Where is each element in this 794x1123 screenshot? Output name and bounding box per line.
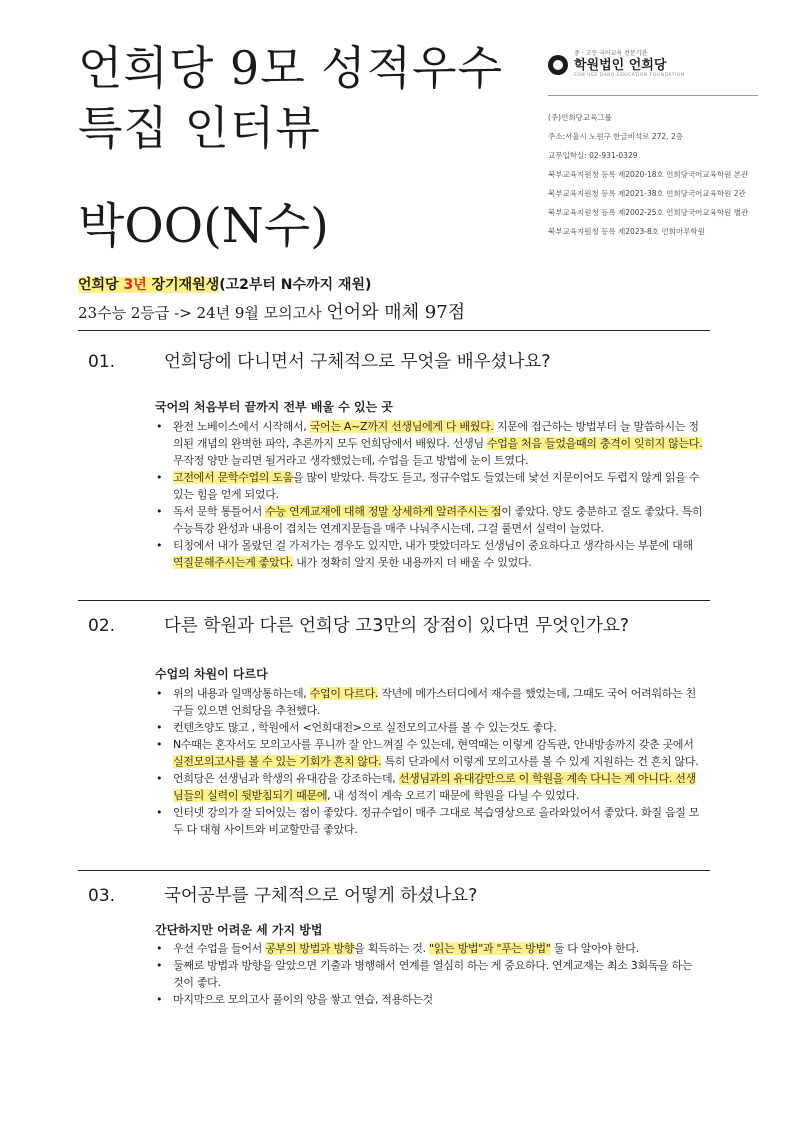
answer-list <box>155 685 703 838</box>
bullet-text: 작년에 메가스터디에서 재수를 했었는데, 그때도 국어 어려워하는 친구들 있으면 언희당을 추천했다. <box>173 687 696 717</box>
logo-name: 학원법인 언희당 <box>574 58 667 73</box>
question-text: 다른 학원과 다른 언희당 고3만의 장점이 있다면 무엇인가요? <box>164 616 630 636</box>
bullet-text: 컨텐츠양도 많고 , 학원에서 <언희대전>으로 실전모의고사를 볼 수 있는것도 좋다. <box>173 721 557 734</box>
answer-list <box>155 418 703 571</box>
bullet-text: 지문에 접근하는 방법부터 늘 말씀하시는 정의된 개념의 완벽한 파악, 추론까지 모두 언희당에서 배웠다. 선생님 <box>173 420 699 450</box>
answer-bullet <box>155 770 703 804</box>
logo-text <box>574 50 685 79</box>
bullet-text: 티칭에서 내가 몰랐던 걸 가져가는 경우도 있지만, 내가 맞았더라도 선생님이 중요하다고 생각하시는 부분에 대해 <box>173 539 693 552</box>
answer-bullet <box>155 957 703 991</box>
answer-bullet <box>155 503 703 537</box>
years-label: 3년 <box>123 277 147 293</box>
section-divider <box>78 600 710 601</box>
bullet-text: 내가 정확히 알지 못한 내용까지 더 배울 수 있었다. <box>292 556 532 569</box>
logo-icon <box>548 55 568 75</box>
highlighted-text: 실전모의고사를 볼 수 있는 기회가 흔치 않다. <box>173 755 382 768</box>
question-number: 03. <box>88 886 116 906</box>
score-highlight: 언어와 매체 97점 <box>326 302 466 323</box>
highlighted-text: 고전에서 문학수업의 도움 <box>173 471 293 484</box>
info-line: 북부교육지원청 등록 제2002-25호 언희당국어교육학원 별관 <box>548 208 749 217</box>
info-line: 북부교육지원청 등록 제2021-38호 언희당국어교육학원 2관 <box>548 189 746 198</box>
highlighted-text: 수업을 처음 들었을때의 충격이 잊히지 않는다. <box>486 437 703 450</box>
long-term-label: 장기재원생 <box>146 277 220 293</box>
answer-heading: 수업의 차원이 다르다 <box>155 667 268 681</box>
question-number: 02. <box>88 616 116 636</box>
info-line: 북부교육지원청 등록 제2023-8호 언희마루학원 <box>548 227 705 236</box>
student-profile <box>78 274 371 294</box>
highlighted-text: "읽는 방법"과 "푸는 방법" <box>428 942 551 955</box>
academy-label: 언희당 <box>78 277 124 293</box>
question <box>78 348 710 373</box>
bullet-text: 둘 다 알아야 한다. <box>550 942 639 955</box>
interviewee-name: 박OO(N수) <box>78 198 329 254</box>
bullet-text: 을 획득하는 것. <box>354 942 429 955</box>
question-number: 01. <box>88 352 116 372</box>
enrollment-detail: (고2부터 N수까지 재원) <box>219 277 372 293</box>
bullet-text: 완전 노베이스에서 시작해서, <box>173 420 310 433</box>
answer-bullet <box>155 685 703 719</box>
section-02 <box>78 612 710 838</box>
answer-bullet <box>155 804 703 838</box>
info-line: 교무입학실: 02-931-0329 <box>548 151 638 160</box>
section-03 <box>78 882 710 1008</box>
answer-list <box>155 940 703 1008</box>
bullet-text: 독서 문학 통틀어서 <box>173 505 266 518</box>
bullet-text: 우선 수업을 들어서 <box>173 942 266 955</box>
answer-bullet <box>155 418 703 469</box>
answer-bullet <box>155 469 703 503</box>
highlighted-text: 공부의 방법과 방향 <box>265 942 355 955</box>
bullet-text: 을 많이 받았다. 특강도 듣고, 정규수업도 들었는데 낯선 지문이어도 두렵지 않게 읽을 수 있는 힘을 얻게 되었다. <box>173 471 700 501</box>
highlighted-text: 수능 연계교재에 대해 정말 상세하게 알려주시는 점 <box>265 505 502 518</box>
answer-bullet <box>155 719 703 736</box>
question <box>78 882 710 907</box>
bullet-text: 둘째로 방법과 방향을 알았으면 기출과 병행해서 연계를 열심히 하는 게 중요하다. 연계교재는 최소 3회독을 하는 것이 좋다. <box>173 959 693 989</box>
answer-bullet <box>155 991 703 1008</box>
bullet-text: 위의 내용과 일맥상통하는데, <box>173 687 310 700</box>
header-divider <box>548 95 758 96</box>
bullet-text: 무작정 양만 늘리면 될거라고 생각했었는데, 수업을 듣고 방법에 눈이 트였다. <box>173 454 529 467</box>
title-line-1: 언희당 9모 성적우수 <box>78 41 503 95</box>
bullet-text: 이 좋았다. 양도 충분하고 질도 좋았다. 특히 수능특강 완성과 내용이 겹치는 연계지문들을 매주 나눠주시는데, 그걸 풀면서 실력이 늘었다. <box>173 505 703 535</box>
highlighted-text: 선생님과의 유대감만으로 이 학원을 계속 다니는 게 아니다. 선생님들의 실력이 뒷받침되기 때문에 <box>173 772 696 802</box>
section-01 <box>78 348 710 571</box>
highlighted-text: 국어는 A~Z까지 선생님에게 다 배웠다. <box>309 420 494 433</box>
answer-heading: 국어의 처음부터 끝까지 전부 배울 수 있는 곳 <box>155 400 393 414</box>
page-title <box>78 38 503 158</box>
bullet-text: 언희당은 선생님과 학생의 유대감을 강조하는데, <box>173 772 399 785</box>
question-text: 국어공부를 구체적으로 어떻게 하셨나요? <box>164 886 478 906</box>
answer-bullet <box>155 736 703 770</box>
answer-bullet <box>155 940 703 957</box>
answer-bullet <box>155 537 703 571</box>
highlighted-text: 수업이 다르다. <box>309 687 379 700</box>
bullet-text: 마지막으로 모의고사 풀이의 양을 쌓고 연습, 적용하는것 <box>173 993 433 1006</box>
score-prefix: 23수능 2등급 -> 24년 9월 모의고사 <box>78 304 327 322</box>
info-line: (주)언희당교육그룹 <box>548 113 612 122</box>
academy-info <box>548 108 758 241</box>
title-line-2: 특집 인터뷰 <box>78 101 321 155</box>
bullet-text: N수때는 혼자서도 모의고사를 푸니까 잘 안느껴질 수 있는데, 현역때는 이렇게 감독관, 안내방송까지 갖춘 곳에서 <box>173 738 694 751</box>
logo-subtext: EON HEE DANG EDUCATION FOUNDATION <box>574 73 685 78</box>
answer-heading: 간단하지만 어려운 세 가지 방법 <box>155 923 323 937</box>
question-text: 언희당에 다니면서 구체적으로 무엇을 배우셨나요? <box>164 352 551 372</box>
academy-logo <box>548 50 685 79</box>
logo-tagline: 중 · 고등 국어교육 전문기관 <box>574 50 648 57</box>
score-summary <box>78 298 465 324</box>
info-line: 주소:서울시 노원구 한글비석로 272, 2층 <box>548 132 683 141</box>
bullet-text: 인터넷 강의가 잘 되어있는 점이 좋았다. 정규수업이 매주 그대로 복습영상으로 올라와있어서 좋았다. 화질 음질 모두 다 대형 사이트와 비교할만큼 좋았다. <box>173 806 700 836</box>
info-line: 북부교육지원청 등록 제2020-18호 언희당국어교육학원 본관 <box>548 170 749 179</box>
question <box>78 612 710 637</box>
section-divider <box>78 870 710 871</box>
bullet-text: 특히 단과에서 이렇게 모의고사를 볼 수 있게 지원하는 건 흔치 않다. <box>381 755 699 768</box>
bullet-text: , 내 성적이 계속 오르기 때문에 학원을 다닐 수 있었다. <box>327 789 580 802</box>
highlighted-text: 역질문해주시는게 좋았다. <box>173 556 293 569</box>
section-divider <box>78 330 710 331</box>
